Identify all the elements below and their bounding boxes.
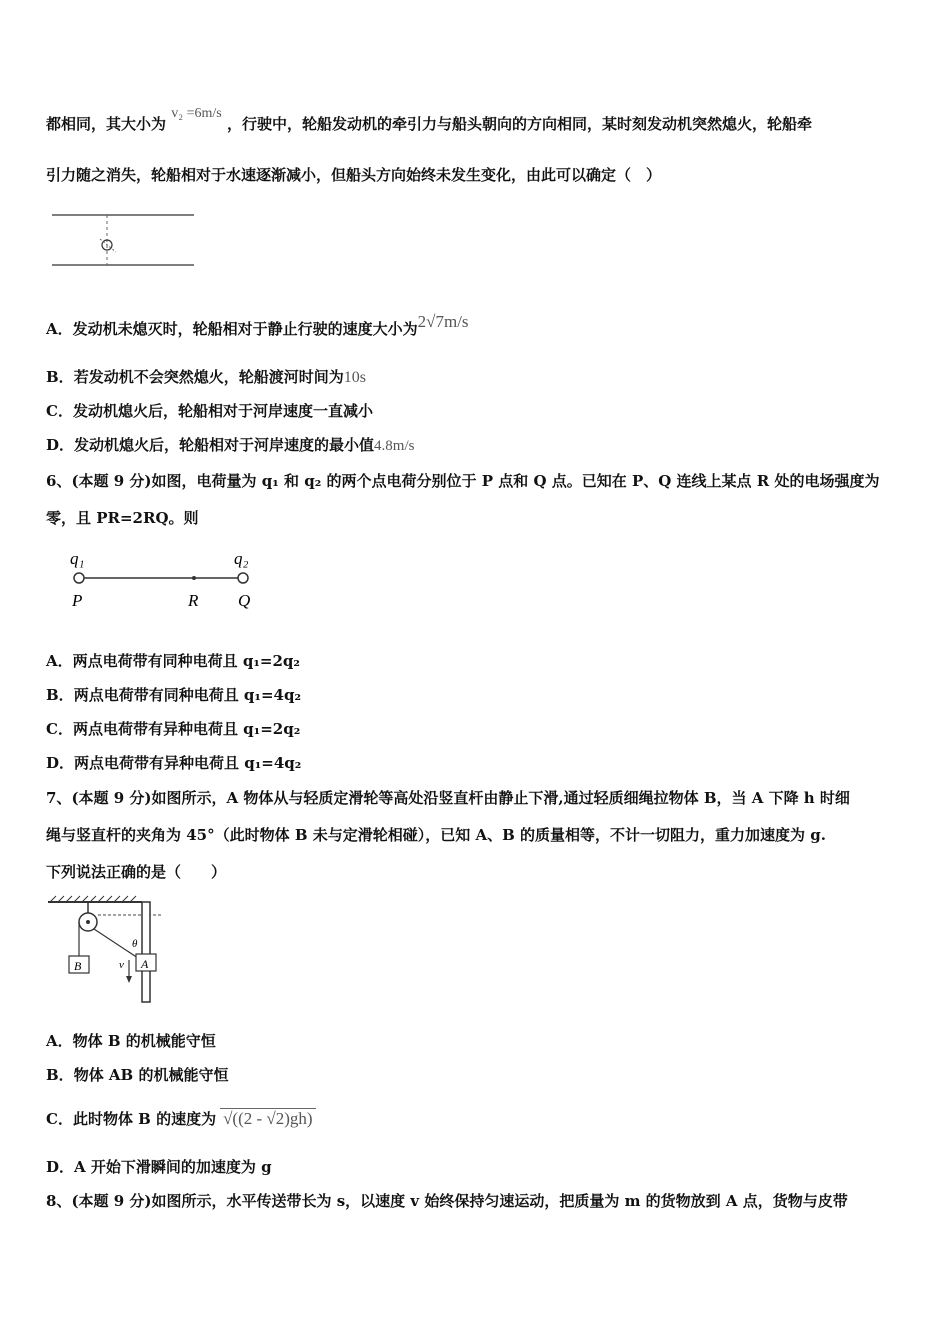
r-label: R <box>188 591 199 610</box>
option-text: 此时物体 B 的速度为 <box>72 1110 217 1128</box>
q6-option-d[interactable] <box>46 752 301 773</box>
question-stem: 如图所示，A 物体从与轻质定滑轮等高处沿竖直杆由静止下滑,通过轻质细绳拉物体 B，当 A 下降 h 时细 <box>151 789 850 807</box>
river-boat-figure <box>50 210 198 272</box>
q7-option-a[interactable] <box>46 1030 216 1051</box>
q5-stem-suffix: ，行驶中，轮船发动机的牵引力与船头朝向的方向相同，某时刻发动机突然熄火，轮船牵 <box>227 115 813 133</box>
q5-option-d[interactable] <box>46 434 414 455</box>
option-text: 两点电荷带有同种电荷且 q₁=4q₂ <box>73 686 302 704</box>
option-text: 若发动机不会突然熄火，轮船渡河时间为 <box>73 368 344 386</box>
q6-stem-line1 <box>46 470 879 491</box>
q-label: Q <box>238 591 251 610</box>
q6-option-b[interactable] <box>46 684 301 705</box>
velocity-arrowhead <box>126 976 132 983</box>
q7-option-b[interactable] <box>46 1064 228 1085</box>
option-label: B． <box>46 1066 74 1084</box>
question-score: (本题 9 分) <box>71 1192 152 1210</box>
option-formula: 2√7m/s <box>417 312 469 331</box>
block-b-label: B <box>74 959 82 973</box>
pulley-figure <box>46 896 166 1006</box>
pulley-axle <box>86 920 90 924</box>
v2-formula: v₂ =6m/s <box>171 106 222 121</box>
option-formula: √((2 - √2)gh) <box>220 1108 315 1128</box>
q5-stem-line1 <box>46 106 813 134</box>
option-text: 两点电荷带有异种电荷且 q₁=4q₂ <box>74 754 302 772</box>
option-text: 物体 B 的机械能守恒 <box>72 1032 216 1050</box>
option-text: A 开始下滑瞬间的加速度为 g <box>74 1158 272 1176</box>
option-label: D． <box>46 1158 75 1176</box>
q1-label: q₁ <box>70 549 85 568</box>
velocity-label: v <box>119 959 124 971</box>
charge-figure <box>62 546 262 614</box>
q7-stem-line1 <box>46 787 850 808</box>
point-p-marker <box>74 573 84 583</box>
option-label: C． <box>46 402 73 420</box>
question-stem: 如图，电荷量为 q₁ 和 q₂ 的两个点电荷分别位于 P 点和 Q 点。已知在 P、Q 连线上某点 R 处的电场强度为 <box>151 472 880 490</box>
q6-option-c[interactable] <box>46 718 300 739</box>
q5-option-a[interactable] <box>46 312 469 339</box>
q2-label: q₂ <box>234 549 249 568</box>
q7-stem-line3: 下列说法正确的是（ ） <box>46 863 227 881</box>
option-label: A． <box>46 1032 73 1050</box>
q7-option-c[interactable] <box>46 1108 316 1129</box>
q7-stem-line2: 绳与竖直杆的夹角为 45°（此时物体 B 未与定滑轮相碰），已知 A、B 的质量相等，不计一切阻力，重力加速度为 g. <box>46 826 826 844</box>
q6-option-a[interactable] <box>46 650 300 671</box>
q7-option-d[interactable] <box>46 1156 272 1177</box>
option-text: 物体 AB 的机械能守恒 <box>73 1066 229 1084</box>
block-a-label: A <box>141 957 149 971</box>
question-score: (本题 9 分) <box>71 472 152 490</box>
option-text: 两点电荷带有同种电荷且 q₁=2q₂ <box>72 652 300 670</box>
option-formula: 4.8m/s <box>374 438 415 454</box>
p-label: P <box>72 591 83 610</box>
theta-label: θ <box>132 938 138 950</box>
option-label: C． <box>46 1110 73 1128</box>
q6-stem-line2: 零，且 PR=2RQ。则 <box>46 509 199 527</box>
option-label: D． <box>46 754 75 772</box>
question-number: 8、 <box>46 1192 72 1210</box>
q5-option-b[interactable] <box>46 366 366 387</box>
option-label: C． <box>46 720 73 738</box>
option-label: B． <box>46 686 74 704</box>
option-text: 发动机熄火后，轮船相对于河岸速度的最小值 <box>74 436 375 454</box>
option-label: A． <box>46 652 73 670</box>
question-number: 7、 <box>46 789 72 807</box>
option-text: 发动机未熄灭时，轮船相对于静止行驶的速度大小为 <box>72 320 418 338</box>
question-score: (本题 9 分) <box>71 789 152 807</box>
option-label: A． <box>46 320 73 338</box>
option-label: D． <box>46 436 75 454</box>
option-label: B． <box>46 368 74 386</box>
point-r-marker <box>192 576 196 580</box>
question-stem: 如图所示，水平传送带长为 s，以速度 v 始终保持匀速运动，把质量为 m 的货物放到 A 点，货物与皮带 <box>151 1192 848 1210</box>
option-text: 发动机熄火后，轮船相对于河岸速度一直减小 <box>72 402 373 420</box>
vertical-rod <box>142 902 150 1002</box>
point-q-marker <box>238 573 248 583</box>
option-formula: 10s <box>343 369 366 386</box>
question-number: 6、 <box>46 472 72 490</box>
q5-stem-line2: 引力随之消失，轮船相对于水速逐渐减小，但船头方向始终未发生变化，由此可以确定（ ） <box>46 166 662 184</box>
q5-option-c[interactable] <box>46 400 373 421</box>
q8-stem-line1 <box>46 1190 848 1211</box>
q5-stem-prefix: 都相同，其大小为 <box>46 115 167 133</box>
option-text: 两点电荷带有异种电荷且 q₁=2q₂ <box>72 720 301 738</box>
